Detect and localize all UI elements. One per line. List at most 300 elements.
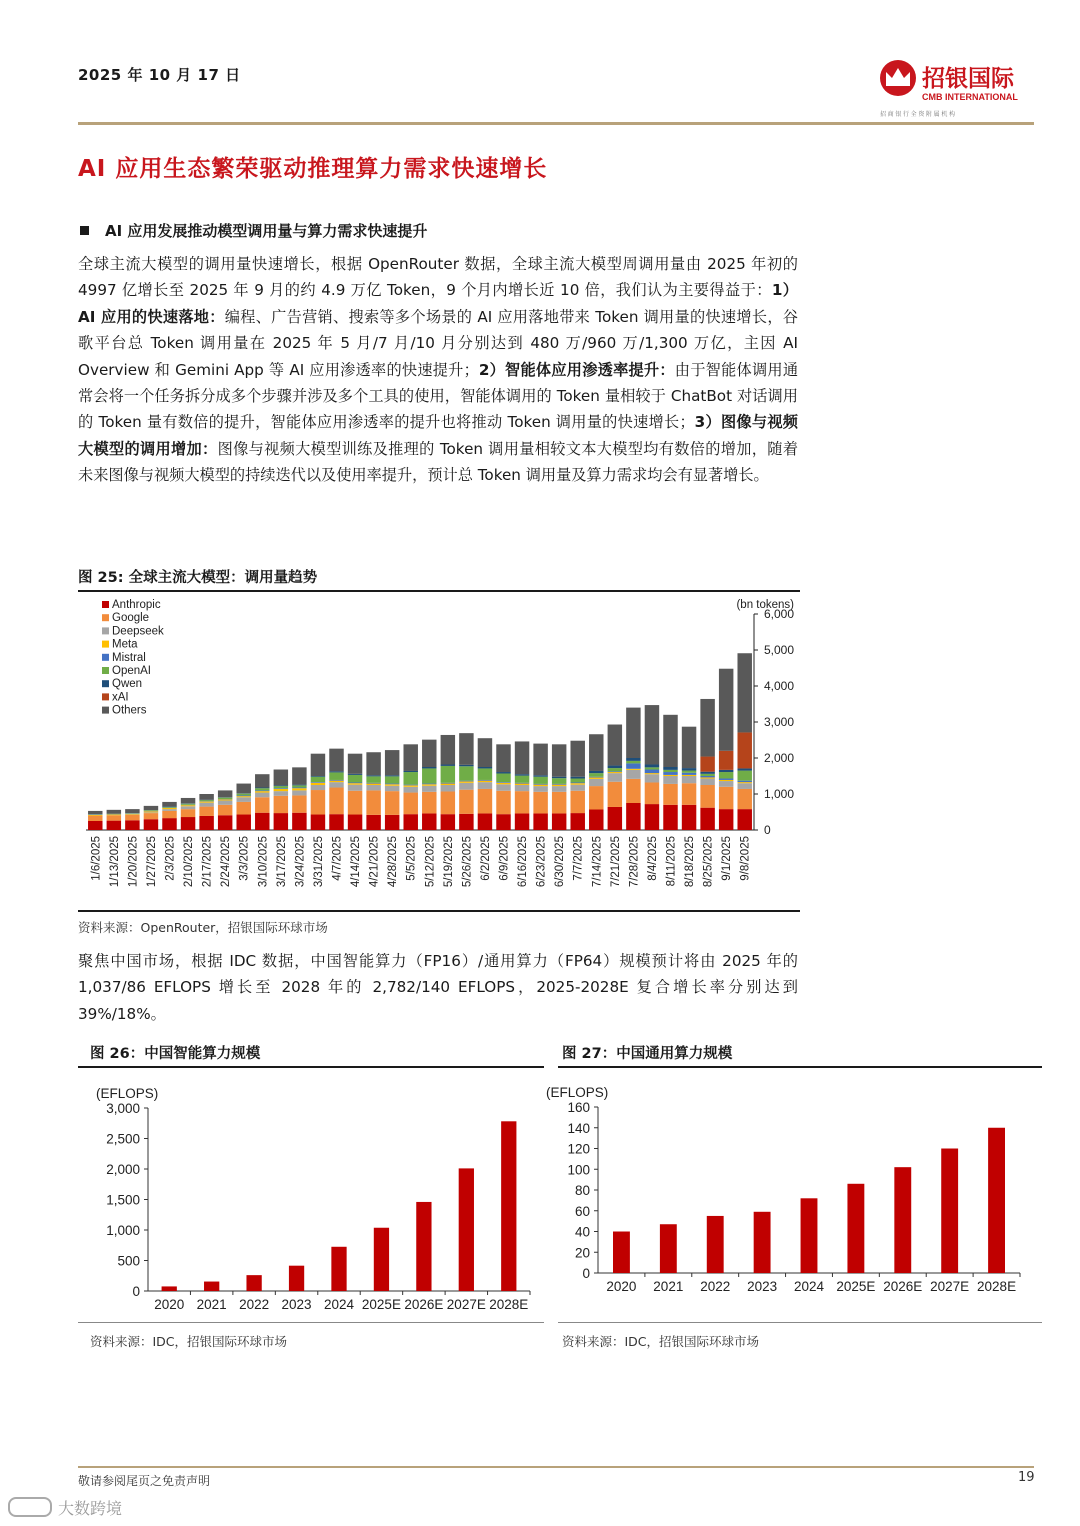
bar-segment-openai [589, 773, 603, 777]
bar-segment-openai [700, 774, 714, 776]
bar-segment-others [478, 738, 492, 767]
footer-rule [78, 1466, 1034, 1468]
bar-segment-mistral [682, 773, 696, 775]
bar-segment-anthropic [162, 818, 176, 830]
bar-segment-meta [515, 784, 529, 785]
bar-segment-openai [236, 794, 250, 796]
paragraph-1 [78, 251, 798, 489]
bar-segment-meta [608, 772, 622, 773]
bar [988, 1128, 1005, 1273]
bar-segment-anthropic [218, 815, 232, 830]
bar-segment-deepseek [218, 800, 232, 804]
bar-segment-qwen [274, 785, 288, 786]
logo-en: CMB INTERNATIONAL [922, 92, 1018, 102]
x-tick-label: 3/17/2025 [275, 836, 288, 888]
legend-swatch-google [102, 614, 109, 621]
bar-segment-google [144, 813, 158, 819]
y-tick-label: 1,500 [106, 1192, 140, 1208]
footer-disclaimer: 敬请参阅尾页之免责声明 [78, 1474, 211, 1488]
bar-segment-qwen [385, 775, 399, 776]
y-tick-label: 3,000 [106, 1101, 140, 1116]
bar-segment-others [700, 699, 714, 757]
y-tick-label: 2,000 [106, 1162, 140, 1177]
bar-segment-qwen [645, 764, 659, 767]
bar-segment-qwen [292, 785, 306, 786]
bar-segment-mistral [719, 779, 733, 780]
bar-segment-meta [682, 775, 696, 776]
x-tick-label: 6/9/2025 [498, 836, 511, 881]
bar-segment-qwen [608, 766, 622, 769]
bar-segment-mistral [737, 781, 751, 782]
bar-segment-mistral [403, 785, 417, 786]
fig26-source: 资料来源：IDC，招银国际环球市场 [90, 1334, 288, 1349]
bar-segment-google [199, 807, 213, 816]
x-tick-label: 2026E [883, 1279, 923, 1294]
bar-segment-openai [719, 772, 733, 778]
bar-segment-deepseek [608, 773, 622, 782]
x-tick-label: 6/2/2025 [479, 836, 492, 881]
bar-segment-google [88, 816, 102, 821]
bar-segment-google [570, 791, 584, 813]
bar-segment-anthropic [570, 813, 584, 830]
section-title: AI 应用生态繁荣驱动推理算力需求快速增长 [78, 156, 548, 182]
y-tick-label: 0 [132, 1284, 140, 1299]
bar-segment-google [552, 792, 566, 814]
bar-segment-openai [478, 768, 492, 780]
bar-segment-anthropic [348, 815, 362, 830]
x-tick-label: 2021 [196, 1297, 227, 1312]
y-tick-label: 3,000 [764, 715, 795, 729]
bar-segment-anthropic [645, 804, 659, 830]
bar-segment-openai [422, 768, 436, 783]
bar-segment-others [255, 774, 269, 787]
x-tick-label: 2/17/2025 [201, 836, 214, 888]
x-tick-label: 4/21/2025 [368, 836, 381, 888]
bar-segment-qwen [737, 768, 751, 770]
bar-segment-xai [719, 751, 733, 770]
bar-segment-google [385, 791, 399, 815]
bar-segment-deepseek [570, 785, 584, 791]
bar-segment-openai [663, 770, 677, 772]
bar-segment-mistral [348, 782, 362, 783]
bar-segment-google [682, 783, 696, 805]
x-tick-label: 4/14/2025 [350, 836, 363, 888]
bar-segment-qwen [552, 777, 566, 778]
bar-segment-mistral [626, 763, 640, 768]
y-tick-label: 20 [574, 1245, 590, 1261]
bar-segment-others [274, 770, 288, 786]
bar-segment-meta [348, 783, 362, 784]
fig26-title: 图 26：中国智能算力规模 [90, 1046, 261, 1062]
bar-segment-anthropic [255, 813, 269, 830]
bar-segment-meta [626, 769, 640, 770]
bar-segment-google [366, 790, 380, 814]
bar-segment-others [385, 750, 399, 775]
bar-segment-meta [366, 784, 380, 785]
bar-segment-deepseek [274, 791, 288, 796]
bar-segment-qwen [682, 768, 696, 771]
bar-segment-deepseek [663, 776, 677, 784]
bar-segment-others [422, 740, 436, 767]
bar [707, 1216, 724, 1273]
p1-text-4: 图像与视频大模型训练及推理的 Token 调用量相较文本大模型均有数倍的增加，随着未来图像与视频大模型的持续迭代以及使用率提升，预计总 Token 调用量及算力需求均会有显著增长。 [78, 439, 799, 485]
watermark-text: 大数跨境 [58, 1499, 123, 1518]
y-tick-label: 2,500 [106, 1131, 140, 1147]
bar-segment-google [311, 790, 325, 814]
bar-segment-google [348, 791, 362, 815]
bar-segment-openai [144, 810, 158, 811]
fig25-source: 资料来源：OpenRouter，招银国际环球市场 [78, 920, 328, 935]
bar-segment-anthropic [181, 817, 195, 830]
bar [162, 1286, 177, 1291]
bar-segment-google [608, 782, 622, 807]
bar-segment-others [626, 708, 640, 758]
bar-segment-google [496, 791, 510, 814]
bar-segment-qwen [459, 765, 473, 766]
legend-label-xai: xAI [112, 691, 129, 704]
y-tick-label: 160 [567, 1100, 590, 1115]
bar-segment-meta [88, 815, 102, 816]
bar-segment-deepseek [422, 786, 436, 792]
y-tick-label: 1,000 [106, 1223, 140, 1238]
bar-segment-meta [719, 780, 733, 781]
bar-segment-anthropic [589, 809, 603, 830]
fig27-chart [546, 1070, 1042, 1300]
bar-segment-anthropic [626, 803, 640, 830]
bar-segment-meta [199, 802, 213, 803]
bar-segment-others [737, 653, 751, 732]
watermark [8, 1496, 122, 1519]
bar-segment-others [459, 733, 473, 765]
legend-label-openai: OpenAI [112, 665, 151, 677]
bar-segment-google [441, 791, 455, 814]
bar-segment-others [162, 802, 176, 807]
bar [660, 1224, 677, 1273]
bar-segment-meta [700, 777, 714, 778]
bar-segment-others [311, 754, 325, 776]
x-tick-label: 1/27/2025 [145, 836, 158, 888]
bar-segment-others [236, 784, 250, 794]
bar-segment-deepseek [459, 783, 473, 790]
bar-segment-others [403, 744, 417, 771]
bar-segment-meta [552, 785, 566, 786]
y-tick-label: 1,000 [764, 787, 795, 801]
bar-segment-anthropic [533, 813, 547, 830]
p1-bold-2: 2）智能体应用渗透率提升： [478, 360, 675, 379]
logo-cn: 招银国际 [922, 65, 1014, 91]
bar-segment-deepseek [292, 790, 306, 795]
x-tick-label: 1/20/2025 [127, 836, 140, 888]
bar-segment-meta [533, 785, 547, 786]
x-tick-label: 7/21/2025 [609, 836, 622, 888]
bar-segment-deepseek [199, 803, 213, 807]
bar-segment-others [515, 741, 529, 774]
bar-segment-qwen [570, 777, 584, 779]
bar-segment-openai [533, 777, 547, 784]
legend-swatch-qwen [102, 680, 109, 687]
bar-segment-mistral [589, 777, 603, 778]
bar-segment-anthropic [552, 813, 566, 830]
bar [459, 1168, 474, 1291]
bar [501, 1121, 516, 1291]
bar-segment-others [199, 794, 213, 800]
bar-segment-openai [459, 766, 473, 780]
legend-label-deepseek: Deepseek [112, 625, 164, 638]
bar-segment-qwen [663, 767, 677, 770]
x-tick-label: 2020 [606, 1279, 637, 1294]
bar-segment-anthropic [682, 805, 696, 830]
bar-segment-mistral [570, 782, 584, 783]
bar-segment-mistral [478, 780, 492, 781]
bar-segment-anthropic [700, 808, 714, 830]
bar-segment-others [496, 744, 510, 772]
p1-bold-1: 1）AI 应用的快速落地： [78, 281, 798, 326]
bar-segment-deepseek [700, 779, 714, 785]
bar [801, 1198, 818, 1273]
x-tick-label: 2/24/2025 [220, 836, 233, 888]
bar-segment-meta [663, 775, 677, 776]
bar-segment-others [645, 705, 659, 764]
bar-segment-openai [199, 800, 213, 801]
bar-segment-deepseek [478, 782, 492, 789]
bar-segment-anthropic [292, 813, 306, 830]
bar-segment-others [570, 741, 584, 777]
cmbi-logo-icon [878, 58, 1038, 124]
bar-segment-google [515, 791, 529, 813]
bar-segment-google [107, 815, 121, 820]
bar-segment-qwen [366, 775, 380, 776]
header-rule [78, 122, 1034, 125]
bar-segment-google [719, 787, 733, 809]
bar-segment-anthropic [459, 814, 473, 830]
bar-segment-meta [274, 789, 288, 791]
bar-segment-google [255, 797, 269, 812]
bar-segment-deepseek [441, 785, 455, 791]
bar-segment-openai [329, 772, 343, 780]
x-tick-label: 9/8/2025 [739, 836, 752, 881]
p1-text-2: 编程、广告营销、搜索等多个场景的 AI 应用落地带来 Token 调用量的快速增长，谷歌平台总 Token 调用量在 2025 年 5 月/7 月/10 月分别达到 480 万/960 万/1,300 万亿，主因 AI Overview 和 Gemini App 等 AI 应用渗透率的快速提升； [78, 307, 798, 379]
bar-segment-anthropic [403, 814, 417, 830]
bar-segment-google [274, 796, 288, 813]
bar-segment-openai [181, 804, 195, 805]
bar-segment-deepseek [533, 786, 547, 792]
bar-segment-mistral [385, 784, 399, 785]
bar-segment-mistral [422, 784, 436, 785]
x-tick-label: 4/7/2025 [331, 836, 344, 881]
bar-segment-qwen [348, 774, 362, 775]
legend-label-anthropic: Anthropic [112, 599, 161, 611]
bar-segment-mistral [700, 776, 714, 777]
y-axis-unit: (bn tokens) [736, 599, 794, 611]
bar-segment-xai [700, 757, 714, 772]
bar [246, 1275, 261, 1291]
fig26-top-rule [78, 1066, 544, 1068]
y-tick-label: 5,000 [764, 643, 795, 657]
bar-segment-qwen [329, 771, 343, 772]
bar-segment-anthropic [199, 816, 213, 830]
bar-segment-google [403, 793, 417, 815]
y-tick-label: 2,000 [764, 751, 795, 765]
cmbi-logo [878, 58, 1038, 124]
bar-segment-google [292, 795, 306, 812]
x-tick-label: 7/7/2025 [572, 836, 585, 881]
bar-segment-google [626, 779, 640, 803]
bar-segment-others [533, 744, 547, 776]
bar-segment-meta [255, 791, 269, 792]
bar-segment-qwen [311, 776, 325, 777]
bar [289, 1266, 304, 1291]
bar-segment-meta [589, 777, 603, 778]
bar-segment-google [181, 809, 195, 817]
bar-segment-google [162, 811, 176, 818]
bar [894, 1167, 911, 1273]
bar-segment-openai [292, 785, 306, 787]
x-tick-label: 2021 [653, 1279, 684, 1294]
x-tick-label: 4/28/2025 [387, 836, 400, 888]
bar-segment-mistral [552, 784, 566, 785]
bar-segment-mistral [441, 783, 455, 784]
x-tick-label: 6/30/2025 [554, 836, 567, 888]
p1-bold-3: 3）图像与视频大模型的调用增加： [78, 413, 798, 458]
x-tick-label: 2/3/2025 [164, 836, 177, 881]
bar-segment-mistral [255, 790, 269, 791]
report-date: 2025 年 10 月 17 日 [78, 66, 241, 84]
bar-segment-anthropic [236, 815, 250, 830]
fig25-title: 图 25: 全球主流大模型：调用量趋势 [78, 570, 318, 586]
bar [847, 1184, 864, 1273]
bar [204, 1282, 219, 1291]
bar-segment-openai [682, 771, 696, 773]
fig27-top-rule [558, 1066, 1042, 1068]
bar-segment-meta [125, 814, 139, 815]
y-tick-label: 40 [574, 1224, 590, 1240]
bar-segment-qwen [589, 771, 603, 773]
bar-segment-anthropic [144, 819, 158, 830]
bar-segment-deepseek [682, 776, 696, 783]
x-tick-label: 8/25/2025 [702, 836, 715, 888]
x-tick-label: 2024 [793, 1279, 825, 1294]
bar-segment-openai [737, 771, 751, 781]
y-tick-label: 80 [574, 1183, 590, 1198]
legend-label-meta: Meta [112, 638, 138, 651]
bar-segment-anthropic [385, 815, 399, 830]
x-tick-label: 8/11/2025 [665, 836, 678, 887]
bar-segment-others [88, 811, 102, 814]
bar-segment-anthropic [329, 814, 343, 830]
bar-segment-others [663, 715, 677, 767]
y-tick-label: 500 [117, 1253, 140, 1269]
bar-segment-deepseek [403, 787, 417, 793]
bar-segment-openai [403, 772, 417, 785]
bar-segment-others [125, 809, 139, 813]
bar-segment-anthropic [496, 814, 510, 830]
bar-segment-mistral [236, 795, 250, 796]
bar-segment-google [533, 792, 547, 814]
bar-segment-deepseek [236, 797, 250, 802]
bar-segment-qwen [441, 764, 455, 765]
fig27-bottom-rule [558, 1322, 1042, 1323]
bar-segment-meta [162, 808, 176, 809]
bar-segment-openai [515, 776, 529, 783]
bar-segment-others [719, 669, 733, 751]
y-tick-label: 120 [567, 1141, 590, 1157]
bar-segment-anthropic [274, 813, 288, 830]
bar-segment-mistral [292, 788, 306, 789]
fig26-chart [78, 1070, 544, 1320]
fig27-title: 图 27：中国通用算力规模 [562, 1046, 733, 1062]
bar-segment-qwen [719, 770, 733, 772]
paragraph-2: 聚焦中国市场，根据 IDC 数据，中国智能算力（FP16）/通用算力（FP64）规模预计将由 2025 年的 1,037/86 EFLOPS 增长至 2028 年的 2,782/140 EFLOPS，2025-2028E 复合增长率分别达到 39%/18%。 [78, 952, 798, 1023]
bar-segment-others [218, 790, 232, 797]
bar-segment-mistral [329, 780, 343, 781]
fig26-bottom-rule [78, 1322, 544, 1323]
bar-segment-deepseek [366, 785, 380, 790]
bar-segment-google [663, 784, 677, 805]
bullet-heading [80, 220, 427, 241]
bar-segment-openai [552, 778, 566, 784]
x-tick-label: 5/26/2025 [461, 836, 474, 888]
bar [374, 1228, 389, 1291]
bar-segment-others [107, 810, 121, 814]
legend-swatch-mistral [102, 654, 109, 661]
bar-segment-openai [608, 768, 622, 771]
bar-segment-mistral [663, 772, 677, 775]
bar-segment-mistral [533, 784, 547, 785]
bar-segment-deepseek [311, 785, 325, 790]
bar-segment-others [441, 735, 455, 765]
bar-segment-anthropic [478, 813, 492, 830]
bar-segment-meta [737, 782, 751, 783]
bar-segment-anthropic [366, 815, 380, 830]
bar-segment-google [645, 782, 659, 804]
bar-segment-meta [181, 805, 195, 806]
x-tick-label: 2026E [404, 1297, 444, 1312]
bar-segment-google [125, 815, 139, 820]
y-tick-label: 6,000 [764, 607, 795, 621]
x-tick-label: 5/12/2025 [424, 836, 437, 888]
bar [754, 1212, 771, 1273]
y-tick-label: 140 [567, 1120, 590, 1136]
bar-segment-openai [645, 767, 659, 769]
fig25-top-rule [78, 590, 800, 592]
p1-text-3: 由于智能体调用通常会将一个任务拆分成多个步骤并涉及多个工具的使用，智能体调用的 Token 量相较于 ChatBot 对话调用的 Token 量有数倍的提升，智能体应用渗透率的提升也将推动 Token 调用量的快速增长； [78, 360, 799, 432]
bar-segment-others [292, 767, 306, 784]
bar [331, 1247, 346, 1291]
bar [613, 1232, 630, 1274]
bar-segment-anthropic [88, 821, 102, 830]
x-tick-label: 7/14/2025 [591, 836, 604, 888]
bar-segment-deepseek [737, 783, 751, 789]
bar-segment-deepseek [589, 779, 603, 786]
bar-segment-openai [255, 788, 269, 790]
bar-segment-qwen [422, 767, 436, 768]
legend-swatch-meta [102, 641, 109, 648]
bar-segment-anthropic [515, 813, 529, 830]
bar-segment-others [144, 806, 158, 810]
bar-segment-meta [107, 815, 121, 816]
bar-segment-qwen [255, 788, 269, 789]
bar-segment-anthropic [663, 805, 677, 830]
bar-segment-meta [329, 781, 343, 782]
bar [941, 1149, 958, 1274]
bar-segment-meta [441, 784, 455, 785]
x-tick-label: 2023 [281, 1297, 312, 1312]
x-tick-label: 2024 [323, 1297, 355, 1312]
bar-segment-qwen [533, 775, 547, 776]
bar-segment-meta [403, 785, 417, 786]
bar-segment-meta [645, 773, 659, 774]
x-tick-label: 6/16/2025 [517, 836, 530, 888]
